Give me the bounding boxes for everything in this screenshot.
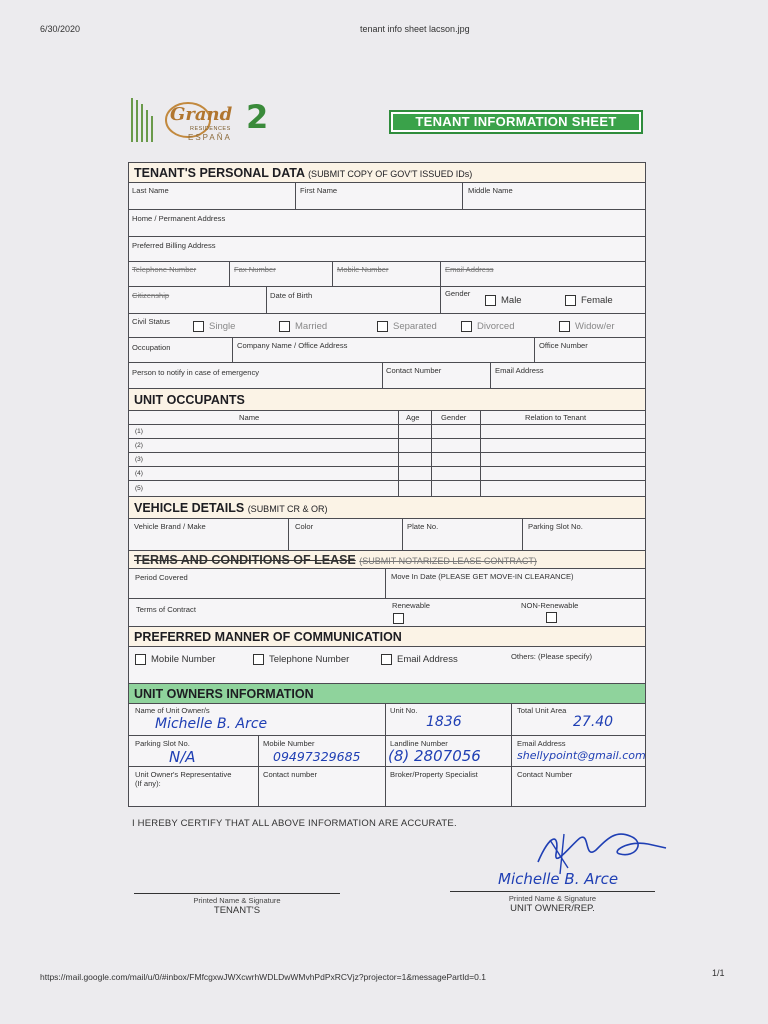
grand-residences-logo: [128, 96, 288, 146]
occupants-title: UNIT OCCUPANTS: [134, 393, 245, 407]
owner-parking-label: Parking Slot No.: [135, 739, 190, 748]
owner-printed-name[interactable]: Michelle B. Arce: [498, 870, 619, 888]
owner-name-label: Name of Unit Owner/s: [135, 706, 210, 715]
owner-email-value[interactable]: shellypoint@gmail.com: [517, 749, 646, 762]
owner-signature-line[interactable]: [450, 891, 655, 892]
vehicle-row: [129, 519, 645, 551]
gender-female-option[interactable]: Female: [565, 295, 613, 306]
civil-single-option[interactable]: Single: [193, 321, 235, 332]
unit-no-label: Unit No.: [390, 706, 418, 715]
tenant-signature-caption: Printed Name & Signature TENANT'S: [193, 896, 281, 916]
owner-email-label: Email Address: [517, 739, 566, 748]
comm-email-checkbox[interactable]: [381, 654, 392, 665]
terms-note: (SUBMIT NOTARIZED LEASE CONTRACT): [359, 556, 537, 566]
female-checkbox[interactable]: [565, 295, 576, 306]
emergency-email-label[interactable]: Email Address: [495, 366, 544, 375]
occupants-header-row: [129, 411, 645, 425]
owner-name-row: [129, 704, 645, 736]
last-name-label[interactable]: Last Name: [132, 186, 169, 195]
section-communication: [129, 627, 645, 647]
occupants-col-name: Name: [239, 413, 260, 422]
sheet-title: TENANT INFORMATION SHEET: [389, 110, 643, 134]
vehicle-brand-label[interactable]: Vehicle Brand / Make: [134, 522, 206, 531]
civil-separated-option[interactable]: Separated: [377, 321, 437, 332]
occupant-row[interactable]: (2): [129, 439, 645, 453]
owner-contact-row: [129, 736, 645, 767]
terms-contract-label: Terms of Contract: [136, 605, 196, 614]
telephone-label[interactable]: Telephone Number: [132, 265, 197, 274]
fax-label[interactable]: Fax Number: [234, 265, 276, 274]
billing-address-label: Preferred Billing Address: [132, 241, 216, 250]
vehicle-title: VEHICLE DETAILS: [134, 501, 245, 515]
civil-status-row: [129, 314, 645, 338]
broker-label[interactable]: Broker/Property Specialist: [390, 770, 478, 779]
first-name-label[interactable]: First Name: [300, 186, 338, 195]
print-title: tenant info sheet lacson.jpg: [360, 24, 470, 34]
comm-telephone-checkbox[interactable]: [253, 654, 264, 665]
non-renewable-checkbox[interactable]: [546, 612, 557, 623]
tenant-signature-line[interactable]: [134, 893, 340, 894]
dob-label[interactable]: Date of Birth: [270, 291, 313, 300]
male-checkbox[interactable]: [485, 295, 496, 306]
renewable-checkbox[interactable]: [393, 613, 404, 624]
vehicle-parking-label[interactable]: Parking Slot No.: [528, 522, 583, 531]
mobile-label[interactable]: Mobile Number: [337, 265, 389, 274]
section-unit-owners: [129, 684, 645, 704]
home-address-label: Home / Permanent Address: [132, 214, 226, 223]
emergency-contact-label[interactable]: Contact Number: [386, 366, 442, 375]
gender-label: Gender: [445, 289, 471, 298]
tenant-form: [128, 162, 646, 807]
occupation-label[interactable]: Occupation: [132, 343, 171, 352]
logo-sub: RESIDENCES: [190, 126, 231, 132]
occupant-row[interactable]: (5): [129, 481, 645, 497]
logo-script: Grand: [170, 104, 233, 125]
occupant-row[interactable]: (4): [129, 467, 645, 481]
office-number-label[interactable]: Office Number: [539, 341, 588, 350]
occupation-row: [129, 338, 645, 363]
comm-email-option[interactable]: Email Address: [381, 654, 458, 665]
non-renewable-label: NON-Renewable: [521, 601, 579, 610]
owner-mobile-label: Mobile Number: [263, 739, 315, 748]
owner-landline-value[interactable]: (8) 2807056: [388, 747, 481, 765]
owner-rep-row: [129, 767, 645, 806]
certification-statement: I HEREBY CERTIFY THAT ALL ABOVE INFORMATION ARE ACCURATE.: [132, 818, 457, 829]
unit-no-value[interactable]: 1836: [426, 714, 462, 730]
print-url: https://mail.google.com/mail/u/0/#inbox/FMfcgxwJWXcwrhWDLDwWMvhPdPxRCVjz?projector=1&messagePartId=0.1: [40, 972, 486, 982]
civil-divorced-option[interactable]: Divorced: [461, 321, 515, 332]
phone-row: [129, 262, 645, 287]
logo-number: 2: [246, 98, 269, 136]
citizenship-label[interactable]: Citizenship: [132, 291, 170, 300]
section-vehicle-details: [129, 497, 645, 519]
company-label[interactable]: Company Name / Office Address: [237, 341, 348, 350]
comm-others-label[interactable]: Others: (Please specify): [511, 652, 593, 661]
owner-name-value[interactable]: Michelle B. Arce: [155, 716, 268, 732]
logo-brand: ESPAÑA: [188, 133, 232, 142]
unit-area-label: Total Unit Area: [517, 706, 567, 715]
occupant-row[interactable]: (1): [129, 425, 645, 439]
occupants-col-age: Age: [406, 413, 420, 422]
move-in-label[interactable]: Move In Date (PLEASE GET MOVE-IN CLEARANCE): [391, 572, 574, 581]
broker-contact-label[interactable]: Contact Number: [517, 770, 573, 779]
owner-parking-value[interactable]: N/A: [169, 748, 196, 766]
vehicle-color-label[interactable]: Color: [295, 522, 314, 531]
emergency-row: [129, 363, 645, 389]
terms-title: TERMS AND CONDITIONS OF LEASE: [134, 553, 356, 567]
section-unit-occupants: [129, 389, 645, 411]
home-address-row[interactable]: [129, 210, 645, 237]
owners-title: UNIT OWNERS INFORMATION: [134, 687, 314, 701]
period-covered-label[interactable]: Period Covered: [135, 573, 188, 582]
contract-row: [129, 599, 645, 627]
owner-mobile-value[interactable]: 09497329685: [273, 749, 361, 764]
print-date: 6/30/2020: [40, 24, 81, 34]
section-personal-data: [129, 163, 645, 183]
personal-note: (SUBMIT COPY OF GOV'T ISSUED IDs): [308, 169, 473, 179]
comm-mobile-checkbox[interactable]: [135, 654, 146, 665]
section-terms-lease: [129, 551, 645, 569]
comm-telephone-option[interactable]: Telephone Number: [253, 654, 349, 665]
civil-married-option[interactable]: Married: [279, 321, 327, 332]
emergency-label[interactable]: Person to notify in case of emergency: [132, 368, 260, 377]
unit-area-value[interactable]: 27.40: [573, 714, 614, 730]
renewable-label: Renewable: [392, 601, 430, 610]
billing-address-row[interactable]: [129, 237, 645, 262]
print-page-number: 1/1: [712, 968, 725, 978]
civil-status-label: Civil Status: [132, 317, 170, 326]
citizenship-row: [129, 287, 645, 314]
occupants-col-relation: Relation to Tenant: [525, 413, 587, 422]
occupants-col-gender: Gender: [441, 413, 467, 422]
vehicle-note: (SUBMIT CR & OR): [247, 504, 328, 514]
email-label[interactable]: Email Address: [445, 265, 494, 274]
owner-landline-label: Landline Number: [390, 739, 448, 748]
owner-signature-caption: Printed Name & Signature UNIT OWNER/REP.: [508, 894, 597, 914]
period-row: [129, 569, 645, 599]
middle-name-label[interactable]: Middle Name: [468, 186, 513, 195]
personal-title: TENANT'S PERSONAL DATA: [134, 166, 305, 180]
communication-title: PREFERRED MANNER OF COMMUNICATION: [134, 630, 402, 644]
communication-row: [129, 647, 645, 684]
occupant-row[interactable]: (3): [129, 453, 645, 467]
vehicle-plate-label[interactable]: Plate No.: [407, 522, 439, 531]
comm-mobile-option[interactable]: Mobile Number: [135, 654, 215, 665]
name-row: [129, 183, 645, 210]
owner-rep-contact-label[interactable]: Contact number: [263, 770, 318, 779]
owner-rep-label[interactable]: Unit Owner's Representative (If any):: [135, 770, 232, 788]
civil-widow-option[interactable]: Widow/er: [559, 321, 615, 332]
gender-male-option[interactable]: Male: [485, 295, 522, 306]
